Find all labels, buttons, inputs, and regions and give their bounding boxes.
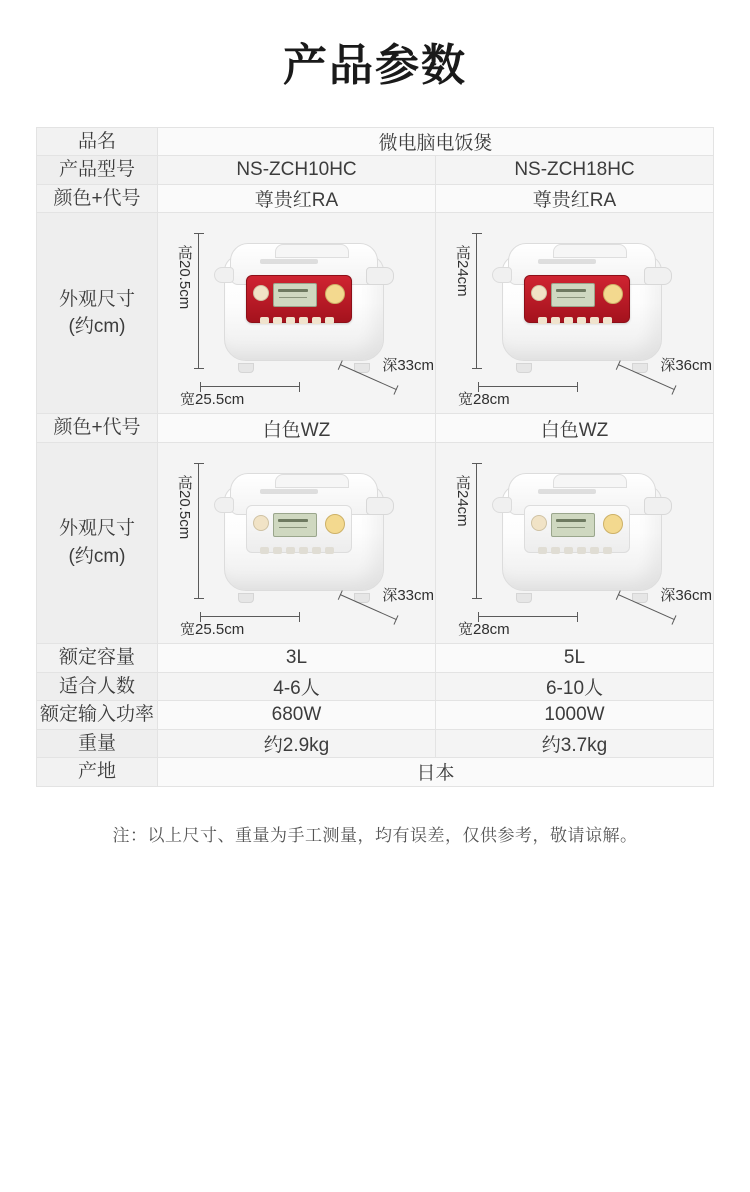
row-value-weight-right: 约3.7kg bbox=[436, 729, 714, 758]
figure-cell-red-small bbox=[158, 213, 436, 414]
cooker-handle-right bbox=[366, 497, 394, 515]
table-row-color-white bbox=[37, 414, 714, 443]
height-dim-label: 高20.5cm bbox=[175, 474, 193, 540]
row-value-people-left: 4-6人 bbox=[158, 672, 436, 701]
row-value-weight-left: 约2.9kg bbox=[158, 729, 436, 758]
table-row-name bbox=[37, 127, 714, 156]
row-label-size-red-line2: (约cm) bbox=[68, 316, 126, 338]
cooker-brand-mark bbox=[538, 259, 596, 264]
height-dim-label: 高24cm bbox=[453, 474, 471, 527]
row-label-size-white-line1: 外观尺寸 bbox=[58, 518, 135, 540]
spec-table bbox=[36, 127, 714, 787]
panel-knob-secondary bbox=[253, 285, 269, 301]
row-label-size-red-line1: 外观尺寸 bbox=[58, 288, 135, 310]
row-value-color-red-left: 尊贵红RA bbox=[158, 184, 436, 213]
lcd-screen bbox=[273, 283, 317, 307]
panel-buttons bbox=[251, 308, 347, 316]
depth-dim-label: 深36cm bbox=[660, 357, 712, 375]
control-panel-red bbox=[524, 275, 630, 323]
cooker-handle-left bbox=[492, 497, 512, 513]
lcd-screen bbox=[551, 513, 595, 537]
table-row-model bbox=[37, 156, 714, 185]
row-value-origin: 日本 bbox=[158, 758, 714, 787]
cooker-brand-mark bbox=[538, 489, 596, 494]
control-panel-white bbox=[246, 505, 352, 553]
panel-knob-secondary bbox=[531, 285, 547, 301]
figure-cell-white-small bbox=[158, 442, 436, 643]
width-dim-line bbox=[200, 616, 300, 617]
panel-knob bbox=[603, 284, 623, 304]
table-row-weight bbox=[37, 729, 714, 758]
width-dim-label: 宽25.5cm bbox=[180, 391, 245, 409]
row-label-color-white: 颜色+代号 bbox=[37, 414, 158, 443]
panel-knob bbox=[603, 514, 623, 534]
cooker-handle-right bbox=[644, 267, 672, 285]
panel-buttons bbox=[529, 538, 625, 546]
lcd-screen bbox=[273, 513, 317, 537]
height-dim-line bbox=[476, 463, 477, 599]
row-value-name: 微电脑电饭煲 bbox=[158, 127, 714, 156]
panel-knob-secondary bbox=[253, 515, 269, 531]
row-label-power: 额定输入功率 bbox=[37, 701, 158, 730]
panel-knob bbox=[325, 514, 345, 534]
row-value-people-right: 6-10人 bbox=[436, 672, 714, 701]
row-label-size-white bbox=[37, 442, 158, 643]
cooker-figure-red-large bbox=[436, 215, 714, 411]
figure-cell-white-large bbox=[436, 442, 714, 643]
row-label-people: 适合人数 bbox=[37, 672, 158, 701]
cooker-lid-top bbox=[553, 474, 627, 488]
depth-dim-label: 深33cm bbox=[382, 357, 434, 375]
table-row-size-white bbox=[37, 442, 714, 643]
lcd-text bbox=[278, 289, 308, 292]
cooker-illustration-white bbox=[494, 467, 670, 597]
cooker-handle-left bbox=[214, 497, 234, 513]
width-dim-line bbox=[478, 616, 578, 617]
cooker-illustration-red bbox=[216, 237, 392, 367]
width-dim-label: 宽28cm bbox=[458, 391, 510, 409]
control-panel-white bbox=[524, 505, 630, 553]
width-dim-line bbox=[200, 386, 300, 387]
cooker-figure-red-small bbox=[158, 215, 436, 411]
height-dim-line bbox=[476, 233, 477, 369]
cooker-brand-mark bbox=[260, 259, 318, 264]
row-value-color-red-right: 尊贵红RA bbox=[436, 184, 714, 213]
cooker-foot-left bbox=[238, 593, 254, 603]
panel-buttons bbox=[251, 538, 347, 546]
row-label-model: 产品型号 bbox=[37, 156, 158, 185]
row-value-power-left: 680W bbox=[158, 701, 436, 730]
page-title: 产品参数 bbox=[283, 41, 467, 90]
row-value-color-white-left: 白色WZ bbox=[158, 414, 436, 443]
row-label-color-red: 颜色+代号 bbox=[37, 184, 158, 213]
table-row-capacity bbox=[37, 643, 714, 672]
row-value-capacity-left: 3L bbox=[158, 643, 436, 672]
cooker-foot-left bbox=[516, 363, 532, 373]
cooker-lid-top bbox=[275, 474, 349, 488]
lcd-text bbox=[556, 289, 586, 292]
cooker-foot-left bbox=[238, 363, 254, 373]
control-panel-red bbox=[246, 275, 352, 323]
cooker-foot-left bbox=[516, 593, 532, 603]
width-dim-label: 宽25.5cm bbox=[180, 620, 245, 638]
lcd-text bbox=[556, 519, 586, 522]
width-dim-label: 宽28cm bbox=[458, 620, 510, 638]
figure-cell-red-large bbox=[436, 213, 714, 414]
row-label-origin: 产地 bbox=[37, 758, 158, 787]
row-label-capacity: 额定容量 bbox=[37, 643, 158, 672]
row-value-capacity-right: 5L bbox=[436, 643, 714, 672]
cooker-handle-right bbox=[366, 267, 394, 285]
height-dim-label: 高24cm bbox=[453, 245, 471, 298]
cooker-figure-white-small bbox=[158, 445, 436, 641]
table-row-origin bbox=[37, 758, 714, 787]
row-value-power-right: 1000W bbox=[436, 701, 714, 730]
table-row-color-red bbox=[37, 184, 714, 213]
cooker-illustration-white bbox=[216, 467, 392, 597]
depth-dim-label: 深33cm bbox=[382, 586, 434, 604]
cooker-handle-left bbox=[492, 267, 512, 283]
cooker-illustration-red bbox=[494, 237, 670, 367]
panel-knob bbox=[325, 284, 345, 304]
row-label-weight: 重量 bbox=[37, 729, 158, 758]
width-dim-line bbox=[478, 386, 578, 387]
cooker-figure-white-large bbox=[436, 445, 714, 641]
row-value-model-right: NS-ZCH18HC bbox=[436, 156, 714, 185]
height-dim-label: 高20.5cm bbox=[175, 245, 193, 310]
cooker-handle-right bbox=[644, 497, 672, 515]
cooker-lid-top bbox=[553, 244, 627, 258]
table-row-power bbox=[37, 701, 714, 730]
cooker-lid-top bbox=[275, 244, 349, 258]
row-label-size-white-line2: (约cm) bbox=[68, 545, 126, 567]
row-label-size-red bbox=[37, 213, 158, 414]
table-row-people bbox=[37, 672, 714, 701]
table-row-size-red bbox=[37, 213, 714, 414]
cooker-handle-left bbox=[214, 267, 234, 283]
panel-buttons bbox=[529, 308, 625, 316]
lcd-screen bbox=[551, 283, 595, 307]
cooker-brand-mark bbox=[260, 489, 318, 494]
row-label-name: 品名 bbox=[37, 127, 158, 156]
depth-dim-label: 深36cm bbox=[660, 586, 712, 604]
height-dim-line bbox=[198, 233, 199, 369]
row-value-color-white-right: 白色WZ bbox=[436, 414, 714, 443]
row-value-model-left: NS-ZCH10HC bbox=[158, 156, 436, 185]
lcd-text bbox=[278, 519, 308, 522]
panel-knob-secondary bbox=[531, 515, 547, 531]
footnote: 注：以上尺寸、重量为手工测量，均有误差，仅供参考，敬请谅解。 bbox=[112, 825, 638, 845]
height-dim-line bbox=[198, 463, 199, 599]
